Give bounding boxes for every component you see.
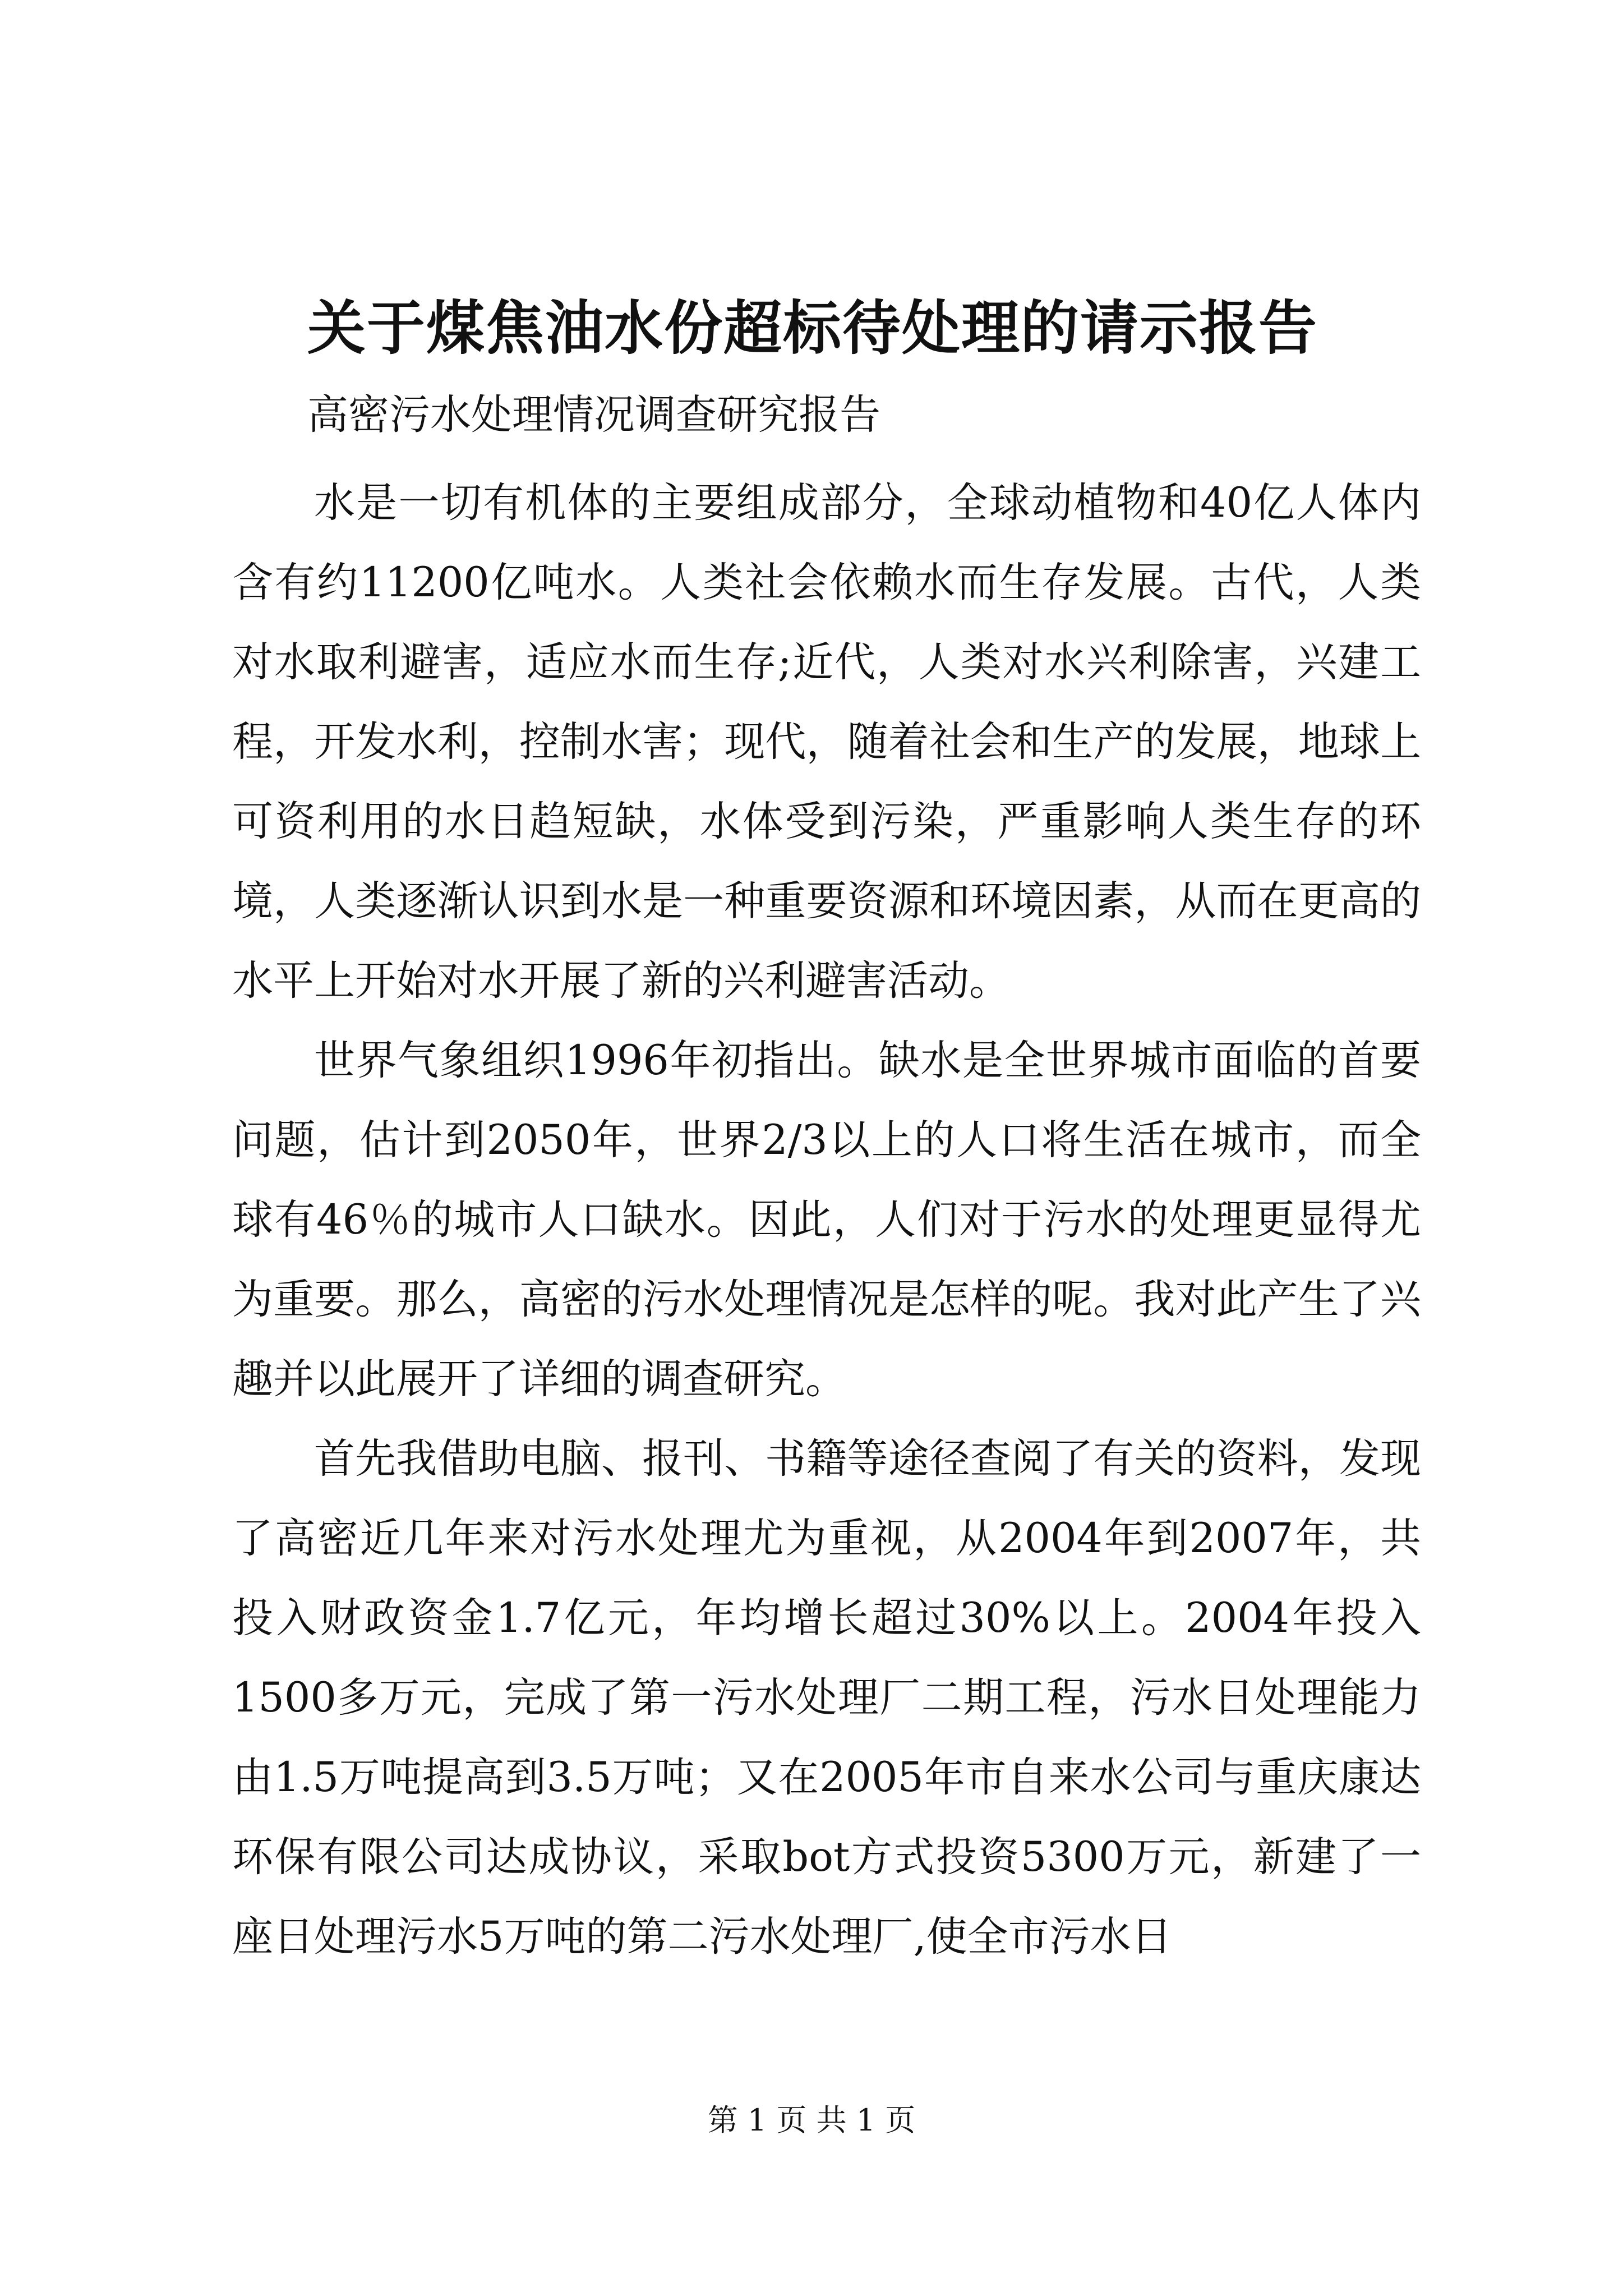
document-body [232,463,1421,1977]
document-title: 关于煤焦油水份超标待处理的请示报告 [307,293,1318,362]
page-number-footer: 第 1 页 共 1 页 [707,2102,916,2138]
paragraph: 世界气象组织1996年初指出。缺水是全世界城市面临的首要问题，估计到2050年，世界2/3以上的人口将生活在城市，而全球有46％的城市人口缺水。因此，人们对于污水的处理更显得尤为重要。那么，高密的污水处理情况是怎样的呢。我对此产生了兴趣并以此展开了详细的调查研究。 [232,1037,1421,1403]
paragraph: 水是一切有机体的主要组成部分，全球动植物和40亿人体内含有约11200亿吨水。人类社会依赖水而生存发展。古代，人类对水取利避害，适应水而生存;近代，人类对水兴利除害，兴建工程，开发水利，控制水害；现代，随着社会和生产的发展，地球上可资利用的水日趋短缺，水体受到污染，严重影响人类生存的环境，人类逐渐认识到水是一种重要资源和环境因素，从而在更高的水平上开始对水开展了新的兴利避害活动。 [232,479,1421,1005]
document-subtitle: 高密污水处理情况调查研究报告 [307,391,880,439]
paragraph: 首先我借助电脑、报刊、书籍等途径查阅了有关的资料，发现了高密近几年来对污水处理尤为重视，从2004年到2007年，共投入财政资金1.7亿元，年均增长超过30%以上。2004年投入1500多万元，完成了第一污水处理厂二期工程，污水日处理能力由1.5万吨提高到3.5万吨；又在2005年市自来水公司与重庆康达环保有限公司达成协议，采取bot方式投资5300万元，新建了一座日处理污水5万吨的第二污水处理厂,使全市污水日 [232,1435,1421,1961]
